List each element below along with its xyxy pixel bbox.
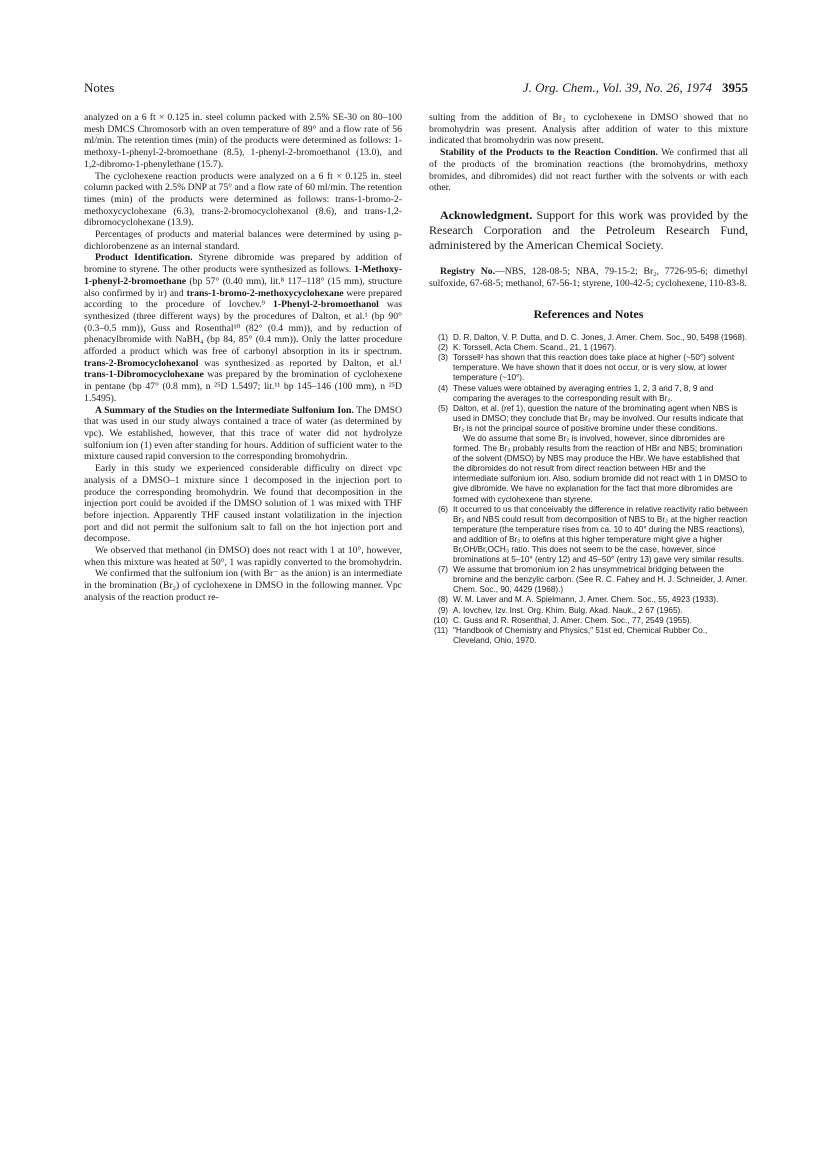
registry-text: —NBS, 128-08-5; NBA, 79-15-2; Br₂, 7726-95-6; dimethyl sulfoxide, 67-68-5; methanol, 67-56-1; styrene, 100-42-5; cyclohexene, 110-83-8. xyxy=(429,265,748,289)
right-column xyxy=(429,112,748,646)
running-header xyxy=(84,80,748,98)
reference-text: Torssell² has shown that this reaction does take place at higher (~50°) solvent temperature. We have shown that it does not occur, or is very slow, at lower temperature (~10°). xyxy=(453,353,735,383)
compound-name: trans-1-Dibromocyclohexane xyxy=(84,369,204,381)
journal-citation xyxy=(523,80,748,96)
paragraph-sulfonium-confirm: We confirmed that the sulfonium ion (with Br⁻ as the anion) is an intermediate in the bromination (Br₂) of cyclohexene in DMSO in the following manner. Vpc analysis of the reaction product re- xyxy=(84,568,402,603)
reference-number: (9) xyxy=(437,605,448,615)
reference-number: (2) xyxy=(437,343,448,353)
text-run: was synthesized as reported by Dalton, et al.¹ xyxy=(198,357,402,369)
reference-number: (11) xyxy=(434,625,448,635)
text-run: were prepared according to the procedure of Iovchev.⁹ xyxy=(84,287,402,311)
compound-name: trans-2-Bromocyclohexanol xyxy=(84,357,199,369)
reference-text: W. M. Laver and M. A. Spielmann, J. Amer. Chem. Soc., 55, 4923 (1933). xyxy=(453,595,719,605)
journal-name: J. Org. Chem., Vol. 39, No. 26, 1974 xyxy=(522,80,712,95)
reference-number: (8) xyxy=(437,595,448,605)
reference-item xyxy=(429,616,748,626)
reference-item xyxy=(429,384,748,404)
reference-number: (4) xyxy=(437,383,448,393)
paragraph-sulfonium-summary xyxy=(84,405,402,464)
reference-item xyxy=(429,595,748,605)
reference-list xyxy=(429,333,748,646)
reference-item xyxy=(429,606,748,616)
paragraph-vpc-styrene: analyzed on a 6 ft × 0.125 in. steel column packed with 2.5% SE-30 on 80–100 mesh DMCS Chromosorb with an oven temperature of 89° and a flow rate of 56 ml/min. The retention times (min) of the products were determined as follows: 1-methoxy-1-phenyl-2-bromoethane (8.5), 1-phenyl-2-bromoethanol (13.0), and 1,2-dibromo-1-phenylethane (15.7). xyxy=(84,112,402,170)
compound-name: 1-Methoxy-1-phenyl-2-bromoethane xyxy=(84,264,402,287)
reference-text: "Handbook of Chemistry and Physics," 51st ed, Chemical Rubber Co., Cleveland, Ohio, 1970. xyxy=(453,625,708,645)
reference-number: (7) xyxy=(437,565,448,575)
paragraph-methanol: We observed that methanol (in DMSO) does not react with 1 at 10°, however, when this mixture was heated at 50°, 1 was rapidly converted to the bromohydrin. xyxy=(84,545,402,568)
registry-heading: Registry No. xyxy=(440,265,496,277)
text-run: was synthesized (three different ways) by the procedures of Dalton, et al.¹ (bp 90° (0.3–0.5 mm)), Guss and Rosenthal¹⁰ (82° (0.4 mm)), and by reduction of phenacylbromide with NaBH₄ (bp 84, 85° (0.4 mm)). Only the latter procedure afforded a product which was free of carbonyl absorption in its ir spectrum. xyxy=(84,299,402,358)
reference-number: (10) xyxy=(433,615,448,625)
section-label: Notes xyxy=(84,80,115,95)
compound-name: trans-1-bromo-2-methoxycyclohexane xyxy=(186,287,344,299)
paragraph-continuation: sulting from the addition of Br₂ to cyclohexene in DMSO showed that no bromohydrin was present. Analysis after addition of water to this mixture indicated that bromohydrin was now present. xyxy=(429,112,748,147)
text-run: The DMSO that was used in our study always contained a trace of water (as determined by vpc). We established, however, that this trace of water did not hydrolyze sulfonium ion (1) even after standing for hours. Addition of sufficient water to the mixture caused rapid conversion to the corresponding bromohydrin. xyxy=(84,404,402,463)
reference-number: (5) xyxy=(437,403,448,413)
reference-text: C. Guss and R. Rosenthal, J. Amer. Chem. Soc., 77, 2549 (1955). xyxy=(453,615,692,625)
paragraph-early-study: Early in this study we experienced considerable difficulty on direct vpc analysis of a DMSO–1 mixture since 1 decomposed in the injection port to produce the corresponding bromohydrin. We found that decomposition in the injection port could be avoided if the DMSO solution of 1 was mixed with THF before injection. Apparently THF caused instant volatilization in the injection port and did not permit the sulfonium salt to fall on the hot injection port and decompose. xyxy=(84,463,402,545)
acknowledgment-heading: Acknowledgment. xyxy=(440,207,533,222)
reference-text: K. Torssell, Acta Chem. Scand., 21, 1 (1967). xyxy=(453,343,617,353)
page-number: 3955 xyxy=(722,80,748,95)
acknowledgment xyxy=(429,208,748,253)
paragraph-product-identification xyxy=(84,252,402,404)
reference-text: It occurred to us that conceivably the difference in relative reactivity ratio between Br₂ and NBS could result from decomposition of NBS to Br₂ at the higher reaction temperature (the temperature rises from ca. 10 to 40° during the NBS reactions), and addition of Br₂ to olefins at this higher temperature might give a higher Br,OH/Br,OCH₃ ratio. This does not seem to be the case, however, since brominations at 5–10° (entry 12) and 45–50° (entry 13) gave very similar results. xyxy=(453,504,748,565)
reference-item xyxy=(429,404,748,505)
paragraph-internal-standard: Percentages of products and material balances were determined by using p-dichlorobenzene as an internal standard. xyxy=(84,229,402,252)
reference-text xyxy=(453,404,748,505)
reference-number: (1) xyxy=(437,333,448,343)
text-run: was prepared by the bromination of cyclohexene in pentane (bp 47° (0.8 mm), n ²⁵D 1.5497; lit.¹¹ bp 145–146 (100 mm), n ²⁵D 1.5495). xyxy=(84,369,402,404)
reference-item xyxy=(429,626,748,646)
paragraph-stability xyxy=(429,147,748,194)
reference-paragraph: Dalton, et al. (ref 1), question the nature of the brominating agent when NBS is used in DMSO; they conclude that Br₂ may be involved. Our results indicate that Br₂ is not the principal source of positive bromine under these conditions. xyxy=(453,403,744,433)
left-column xyxy=(84,112,402,604)
text-run: Styrene dibromide was prepared by addition of bromine to styrene. The other products were synthesized as follows. xyxy=(84,252,402,276)
reference-text: These values were obtained by averaging entries 1, 2, 3 and 7, 8, 9 and comparing the averages to the corresponding result with Br₂. xyxy=(453,383,714,403)
reference-item xyxy=(429,565,748,595)
reference-item xyxy=(429,343,748,353)
acknowledgment-text: Support for this work was provided by the Research Corporation and the Petroleum Research Fund, administered by the American Chemical Society. xyxy=(429,207,748,252)
reference-paragraph: We do assume that some Br₂ is involved, however, since dibromides are formed. The Br₂ probably results from the reaction of HBr and NBS; bromination of the solvent (DMSO) by NBS may produce the HBr. We have established that the dibromides do not result from direct reaction between HBr and the intermediate sulfonium ion. Also, sodium bromide did not react with 1 in DMSO to give dibromide. We have no explanation for the fact that more dibromides are formed with cyclohexene than styrene. xyxy=(453,433,747,504)
registry-numbers xyxy=(429,266,748,289)
text-run: (bp 57° (0.40 mm), lit.⁸ 117–118° (15 mm), structure also confirmed by ir) and xyxy=(84,275,402,299)
text-run: We confirmed that all of the products of the bromination reactions (the bromohydrins, methoxy bromides, and dibromides) did not react further with the solvents or with each other. xyxy=(429,147,748,194)
reference-number: (6) xyxy=(437,504,448,514)
section-heading: A Summary of the Studies on the Intermediate Sulfonium Ion. xyxy=(95,404,354,416)
reference-text: D. R. Dalton, V. P. Dutta, and D. C. Jones, J. Amer. Chem. Soc., 90, 5498 (1968). xyxy=(453,333,747,343)
paragraph-vpc-cyclohexene: The cyclohexene reaction products were analyzed on a 6 ft × 0.125 in. steel column packed with 2.5% DNP at 75° and a flow rate of 60 ml/min. The retention times (min) of the products were determined as follows: trans-1-bromo-2-methoxycyclohexane (6.3), trans-2-bromocyclohexanol (8.6), and trans-1,2-dibromocyclohexane (13.9). xyxy=(84,170,402,229)
reference-item xyxy=(429,505,748,566)
reference-text: A. Iovchev, Izv. Inst. Org. Khim. Bulg. Akad. Nauk., 2 67 (1965). xyxy=(453,605,683,615)
reference-text: We assume that bromonium ion 2 has unsymmetrical bridging between the bromine and the benzylic carbon. (See R. C. Fahey and H. J. Schneider, J. Amer. Chem. Soc., 90, 4429 (1968).) xyxy=(453,565,747,595)
references-title: References and Notes xyxy=(533,307,644,322)
section-heading: Product Identification. xyxy=(95,252,193,264)
reference-item xyxy=(429,333,748,343)
compound-name: 1-Phenyl-2-bromoethanol xyxy=(273,299,379,311)
section-heading: Stability of the Products to the Reaction Condition. xyxy=(440,147,658,159)
reference-number: (3) xyxy=(437,353,448,363)
reference-item xyxy=(429,353,748,383)
